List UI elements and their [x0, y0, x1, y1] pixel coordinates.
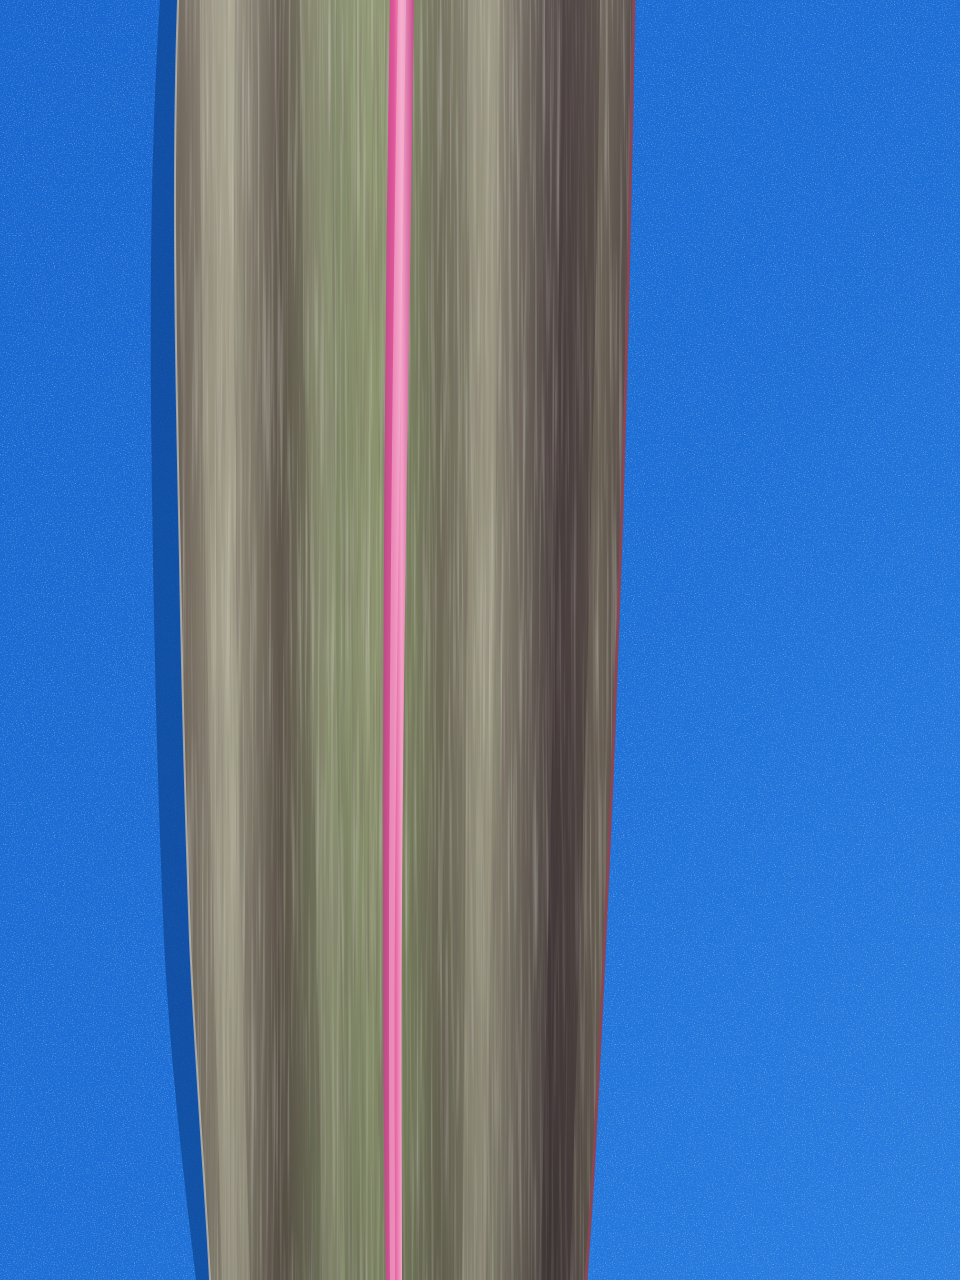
leaf-blade — [150, 0, 650, 1280]
